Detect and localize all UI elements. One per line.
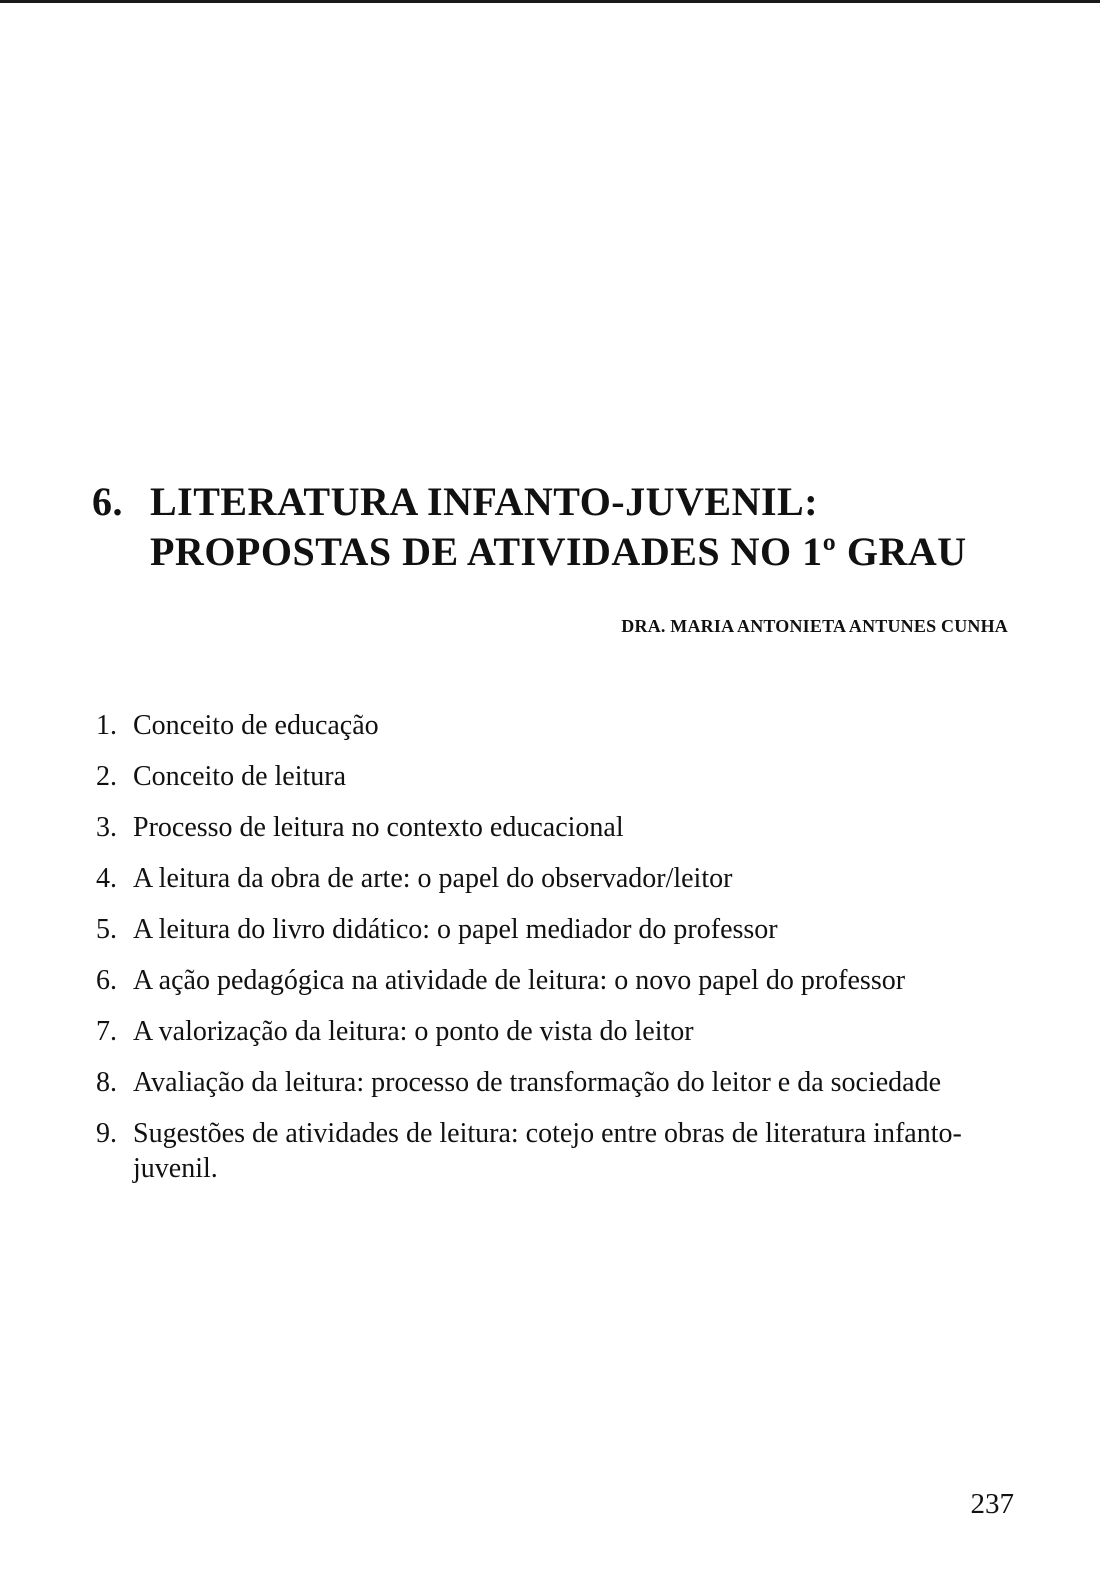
list-item (96, 912, 1026, 947)
list-item-text: A leitura da obra de arte: o papel do observador/leitor (133, 863, 733, 894)
list-item-number: 5. (96, 914, 117, 945)
list-item (96, 1014, 1026, 1049)
chapter-title-line-1: LITERATURA INFANTO-JUVENIL: (150, 479, 819, 524)
list-item-text: Conceito de leitura (133, 761, 347, 792)
list-item-number: 8. (96, 1067, 117, 1098)
list-item-number: 6. (96, 965, 117, 996)
list-item-text: A leitura do livro didático: o papel mediador do professor (133, 914, 778, 945)
list-item-text: A valorização da leitura: o ponto de vista do leitor (133, 1016, 694, 1047)
list-item-number: 3. (96, 812, 117, 843)
list-item-number: 2. (96, 761, 117, 792)
chapter-title-line-2: PROPOSTAS DE ATIVIDADES NO 1º GRAU (150, 529, 967, 574)
list-item-text: Sugestões de atividades de leitura: cotejo entre obras de literatura infanto-juvenil. (133, 1118, 962, 1184)
list-item-number: 9. (96, 1118, 117, 1149)
chapter-number: 6. (92, 479, 123, 524)
list-item-text: Conceito de educação (133, 710, 379, 741)
list-item (96, 810, 1026, 845)
list-item-text: Processo de leitura no contexto educacional (133, 812, 624, 843)
list-item-text: Avaliação da leitura: processo de transformação do leitor e da sociedade (133, 1067, 942, 1098)
list-item (96, 963, 1026, 998)
list-item-number: 7. (96, 1016, 117, 1047)
list-item (96, 861, 1026, 896)
list-item (96, 1065, 1026, 1100)
list-item-number: 4. (96, 863, 117, 894)
topic-list (96, 708, 1026, 1202)
top-border-line (0, 0, 1100, 3)
page-number: 237 (970, 1488, 1014, 1520)
list-item-text: A ação pedagógica na atividade de leitura: o novo papel do professor (133, 965, 906, 996)
author-name: DRA. MARIA ANTONIETA ANTUNES CUNHA (621, 616, 1008, 636)
list-item (96, 759, 1026, 794)
list-item (96, 708, 1026, 743)
list-item-number: 1. (96, 710, 117, 741)
list-item (96, 1116, 1026, 1186)
